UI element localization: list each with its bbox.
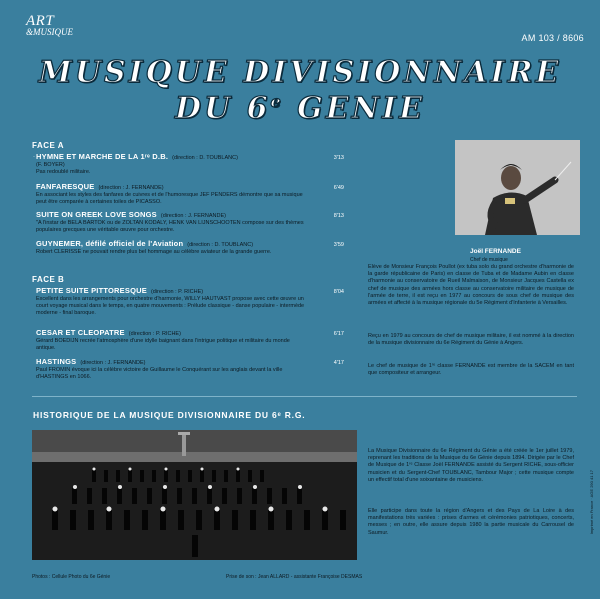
track-title: HYMNE ET MARCHE DE LA 1ʳᵉ D.B. [36, 152, 169, 161]
track-duration: 6'49 [333, 185, 344, 191]
conductor-name: Joël FERNANDE [470, 248, 521, 255]
label-logo [26, 14, 73, 37]
logo-line-2: &MUSIQUE [26, 27, 73, 37]
track-title: HASTINGS [36, 357, 77, 366]
track-face-a-4 [36, 239, 344, 256]
album-title-line-1: MUSIQUE DIVISIONNAIRE [38, 55, 562, 90]
history-paragraph-2: Elle participe dans toute la région d'Angers et des Pays de La Loire à des manifestations très variées : prises d'armes et cérémonies patriotiques, concerts, messes ; en outre, elle assure depuis 1980 la partie musicale du Carrousel de Saumur. [368, 508, 574, 536]
bio-paragraph-3: Le chef de musique de 1ʳᵉ classe FERNANDE est membre de la SACEM en tant que compositeur et arrangeur. [368, 363, 574, 377]
section-divider [32, 396, 577, 397]
track-description: En associant les styles des fanfares de cuivres et de l'humoresque JEF PENDERS démontre que sa musique peut être comparée à certaines toiles de PICASSO. [36, 192, 303, 205]
track-direction: (direction : D. TOUBLANC) [187, 242, 254, 248]
track-description: Gérard BOEDIJN recrée l'atmosphère d'une idylle baignant dans l'intrigue politique et militaire du monde antique. [36, 338, 290, 351]
track-title: SUITE ON GREEK LOVE SONGS [36, 210, 157, 219]
title-sup: e [270, 92, 284, 111]
photo-credit: Photos : Cellule Photo du 6e Génie [32, 574, 111, 580]
track-face-a-2 [36, 182, 344, 206]
history-title: HISTORIQUE DE LA MUSIQUE DIVISIONNAIRE DU 6ᵉ R.G. [33, 410, 306, 420]
bio-paragraph-1: Elève de Monsieur François Poullot (ex tuba solo du grand orchestre d'harmonie de la garde républicaine de Paris) en classe de Tuba et de Madame Aubin en classe d'harmonie au conservatoire de Rueil Malmaison, de Monsieur Jacques Castella ex chef de musique des armées hors classe au conservatoire militaire de musique de l'armée de terre, il est reçu en 1977 au concours de sous chef de musique des armées et affecté à la musique régionale du 5e Régiment d'Infanterie à Versailles. [368, 264, 574, 307]
track-description: "A l'instar de BELA BARTOK ou de ZOLTAN KODALY, HENK VAN LIJNSCHOOTEN compose sur des thèmes populaires grecques une véritable œuvre pour orchestre. [36, 220, 304, 233]
track-direction: (direction : P. RICHE) [150, 289, 204, 295]
face-b-label: FACE B [32, 275, 65, 284]
track-description: Excellent dans les arrangements pour orchestre d'harmonie, WILLY HAUTVAST propose avec cette œuvre un court voyage musical dans le temps, en quatre mouvements : Prélude classique - danse populaire - intermède moderne - final baroque. [36, 296, 305, 316]
face-a-label: FACE A [32, 141, 65, 150]
track-title: PETITE SUITE PITTORESQUE [36, 286, 147, 295]
side-print-note: Imprimé en France · AGE 290 41 17 [589, 470, 594, 535]
track-title: FANFARESQUE [36, 182, 95, 191]
track-direction: (direction : J. FERNANDE) [98, 185, 164, 191]
track-duration: 8'13 [333, 213, 344, 219]
bullet-mark: · [33, 154, 35, 160]
logo-line-1: ART [26, 13, 55, 29]
track-duration: 4'17 [333, 360, 344, 366]
track-description: Paul FROMIN évoque ici la célèbre victoire de Guillaume le Conquérant sur les anglais devant la ville d'HASTINGS en 1066. [36, 367, 283, 380]
track-face-b-2 [36, 328, 344, 352]
track-face-b-1 [36, 286, 344, 317]
track-direction: (direction : P. RICHE) [128, 331, 181, 337]
track-title: CESAR ET CLEOPATRE [36, 328, 125, 337]
conductor-role: Chef de musique [470, 257, 508, 263]
conductor-photo [455, 140, 580, 235]
track-face-b-3 [36, 357, 344, 381]
title-suffix: GENIE [283, 91, 425, 126]
track-duration: 8'04 [333, 289, 344, 295]
track-duration: 3'13 [333, 155, 344, 161]
track-title: GUYNEMER, défilé officiel de l'Aviation [36, 239, 184, 248]
title-prefix: DU 6 [175, 91, 271, 126]
track-direction: (direction : D. TOUBLANC) [172, 155, 238, 161]
track-description: Robert CLERISSE ne pouvait rendre plus bel hommage au célèbre aviateur de la grande guerre. [36, 249, 272, 255]
track-description: (F. BOYER) Pas redoublé militaire. [36, 162, 91, 175]
catalog-number: AM 103 / 8606 [521, 33, 584, 43]
band-photo [32, 430, 357, 560]
recording-credit: Prise de son : Jean ALLARD - assistante Françoise DESMAS [226, 574, 363, 580]
track-direction: (direction : J. FERNANDE) [80, 360, 146, 366]
history-paragraph-1: La Musique Divisionnaire du 6e Régiment du Génie a été créée le 1er juillet 1979, reprenant les traditions de la Musique du 6e Génie depuis 1894. Dirigée par le Chef de Musique de 1ʳᵉ Classe Joël FERNANDE assisté du Sergent RICHE, sous-officier musicien et du Sergent-Chef TOUBLANC, Tambour Major ; cette musique compte un effectif total d'une soixantaine de musiciens. [368, 448, 574, 483]
bio-paragraph-2: Reçu en 1979 au concours de chef de musique militaire, il est nommé à la direction de la musique divisionnaire du 6e Régiment du Génie à Angers. [368, 333, 574, 347]
track-duration: 3'59 [333, 242, 344, 248]
track-face-a-1 [36, 152, 344, 176]
track-face-a-3 [36, 210, 344, 234]
track-direction: (direction : J. FERNANDE) [160, 213, 226, 219]
track-duration: 6'17 [333, 331, 344, 337]
album-title-line-2 [0, 91, 600, 126]
